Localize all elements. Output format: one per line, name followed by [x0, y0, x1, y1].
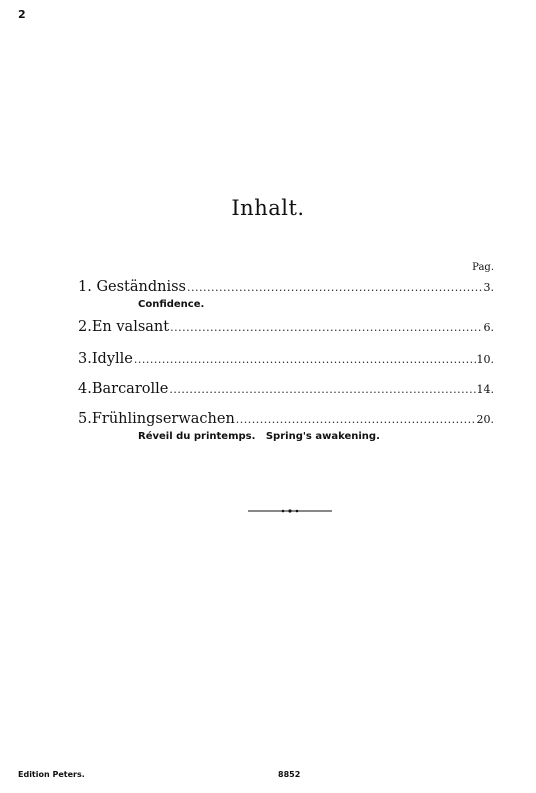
ornament-divider: [248, 509, 332, 513]
toc-entry-title: 4.Barcarolle: [78, 381, 169, 397]
toc-entry-title: 1. Geständniss: [78, 279, 186, 295]
toc-entry-title: 5.Frühlingserwachen: [78, 411, 235, 427]
toc-entry-title: 2.En valsant: [78, 319, 170, 335]
dot-leader: [169, 379, 475, 401]
publisher-imprint: Edition Peters.: [18, 770, 85, 779]
toc-entry-barcarolle: [78, 378, 494, 401]
plate-number: 8852: [278, 770, 301, 779]
pag-column-label: Pag.: [472, 262, 494, 273]
toc-entry-page: 6.: [483, 321, 494, 334]
toc-entry-fruhlingserwachen: [78, 408, 494, 445]
dot-leader: [187, 277, 483, 299]
toc-entry-gestandniss: [78, 276, 494, 313]
page-number: 2: [18, 8, 26, 21]
page-title: Inhalt.: [231, 196, 305, 220]
toc-entry-idylle: [78, 348, 494, 371]
toc-entry-page: 14.: [476, 383, 494, 396]
toc-entry-page: 3.: [483, 281, 494, 294]
toc-entry-en-valsant: [78, 316, 494, 339]
toc-entry-subtitle: Confidence.: [138, 299, 205, 310]
dot-leader: [236, 409, 476, 431]
toc-entry-title: 3.Idylle: [78, 351, 133, 367]
toc-entry-page: 10.: [476, 353, 494, 366]
dot-leader: [170, 317, 482, 339]
dot-leader: [134, 349, 476, 371]
toc-entry-page: 20.: [476, 413, 494, 426]
toc-entry-subtitle: Réveil du printemps. Spring's awakening.: [138, 431, 380, 442]
